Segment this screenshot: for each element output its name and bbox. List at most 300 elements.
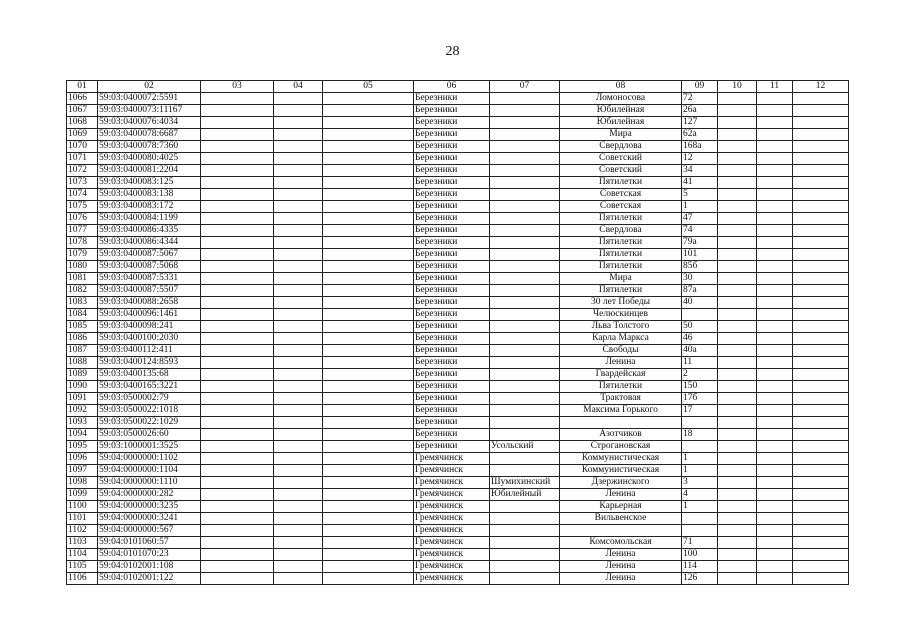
table-cell: Пятилетки — [560, 285, 682, 297]
table-cell — [201, 573, 274, 585]
table-cell — [757, 417, 793, 429]
table-cell — [274, 333, 323, 345]
table-cell — [201, 321, 274, 333]
table-cell — [201, 201, 274, 213]
table-row — [67, 93, 849, 105]
table-cell — [490, 273, 560, 285]
table-cell: Березники — [414, 141, 490, 153]
table-cell — [490, 453, 560, 465]
table-cell — [490, 321, 560, 333]
table-cell: 59:03:0400100:2030 — [98, 333, 201, 345]
table-cell: 1066 — [67, 93, 98, 105]
table-cell — [201, 405, 274, 417]
table-row — [67, 561, 849, 573]
table-cell — [323, 369, 414, 381]
table-cell: 1090 — [67, 381, 98, 393]
table-cell — [323, 105, 414, 117]
table-cell: Советский — [560, 153, 682, 165]
table-cell — [490, 429, 560, 441]
table-cell — [793, 129, 849, 141]
table-cell: 41 — [682, 177, 718, 189]
page-number: 28 — [445, 44, 460, 59]
table-cell — [490, 405, 560, 417]
table-cell: 59:03:0400083:172 — [98, 201, 201, 213]
table-cell — [757, 285, 793, 297]
table-cell: Березники — [414, 369, 490, 381]
table-cell — [490, 129, 560, 141]
table-cell — [793, 285, 849, 297]
table-cell — [793, 177, 849, 189]
table-cell — [274, 369, 323, 381]
column-header: 04 — [274, 81, 323, 93]
table-cell: Мира — [560, 273, 682, 285]
table-cell: Березники — [414, 441, 490, 453]
table-row — [67, 261, 849, 273]
table-cell — [490, 501, 560, 513]
table-cell — [793, 417, 849, 429]
table-cell — [793, 549, 849, 561]
table-cell — [793, 453, 849, 465]
table-cell — [718, 93, 757, 105]
table-cell — [718, 345, 757, 357]
table-cell — [793, 93, 849, 105]
table-cell — [718, 165, 757, 177]
table-cell — [201, 345, 274, 357]
table-row — [67, 465, 849, 477]
table-cell — [274, 573, 323, 585]
table-cell — [718, 573, 757, 585]
table-cell: 1080 — [67, 261, 98, 273]
table-cell: 59:03:0400072:5591 — [98, 93, 201, 105]
table-cell: 59:04:0000000:282 — [98, 489, 201, 501]
table-cell — [323, 429, 414, 441]
table-cell: Гремячинск — [414, 573, 490, 585]
table-cell: Челюскинцев — [560, 309, 682, 321]
table-cell — [757, 357, 793, 369]
table-cell: 1102 — [67, 525, 98, 537]
table-cell: Ленина — [560, 357, 682, 369]
table-cell — [274, 465, 323, 477]
table-cell: 1 — [682, 501, 718, 513]
table-cell — [793, 333, 849, 345]
table-cell — [793, 441, 849, 453]
table-cell — [718, 189, 757, 201]
table-cell — [201, 357, 274, 369]
table-cell — [201, 225, 274, 237]
table-cell: Березники — [414, 345, 490, 357]
column-header: 12 — [793, 81, 849, 93]
table-cell: Строгановская — [560, 441, 682, 453]
table-cell — [490, 417, 560, 429]
table-cell — [793, 381, 849, 393]
table-cell: 1094 — [67, 429, 98, 441]
table-cell: Пятилетки — [560, 213, 682, 225]
table-cell — [201, 141, 274, 153]
table-cell: 59:04:0000000:567 — [98, 525, 201, 537]
table-cell — [757, 369, 793, 381]
table-cell — [274, 141, 323, 153]
table-row — [67, 393, 849, 405]
table-cell — [201, 429, 274, 441]
table-cell — [274, 345, 323, 357]
table-cell — [274, 357, 323, 369]
table-cell: 114 — [682, 561, 718, 573]
table-cell: Гремячинск — [414, 513, 490, 525]
table-cell — [757, 513, 793, 525]
table-row — [67, 213, 849, 225]
table-cell: 1082 — [67, 285, 98, 297]
table-cell — [490, 93, 560, 105]
table-cell — [274, 285, 323, 297]
table-cell — [718, 357, 757, 369]
table-cell — [274, 561, 323, 573]
table-cell — [490, 357, 560, 369]
table-cell — [490, 261, 560, 273]
table-cell: 1072 — [67, 165, 98, 177]
table-cell: Березники — [414, 381, 490, 393]
table-cell — [718, 309, 757, 321]
column-header: 06 — [414, 81, 490, 93]
table-cell — [323, 321, 414, 333]
table-cell — [201, 165, 274, 177]
table-cell — [201, 381, 274, 393]
table-cell: Советский — [560, 165, 682, 177]
table-cell — [201, 489, 274, 501]
table-cell — [274, 525, 323, 537]
table-cell — [201, 153, 274, 165]
table-row — [67, 105, 849, 117]
table-cell: Березники — [414, 177, 490, 189]
table-row — [67, 237, 849, 249]
table-cell: 74 — [682, 225, 718, 237]
table-cell: 59:03:0400083:138 — [98, 189, 201, 201]
table-cell: Березники — [414, 165, 490, 177]
table-cell — [490, 249, 560, 261]
column-header: 09 — [682, 81, 718, 93]
table-cell: Карла Маркса — [560, 333, 682, 345]
table-row — [67, 297, 849, 309]
table-cell — [718, 237, 757, 249]
table-cell: Мира — [560, 129, 682, 141]
table-cell — [793, 249, 849, 261]
table-cell: 126 — [682, 573, 718, 585]
column-header: 08 — [560, 81, 682, 93]
table-cell — [718, 249, 757, 261]
table-cell: Березники — [414, 189, 490, 201]
table-cell: Ломоносова — [560, 93, 682, 105]
table-cell: Ленина — [560, 489, 682, 501]
table-cell — [323, 309, 414, 321]
table-cell — [757, 153, 793, 165]
table-cell — [323, 129, 414, 141]
table-cell — [323, 189, 414, 201]
table-cell: Березники — [414, 393, 490, 405]
table-cell: 101 — [682, 249, 718, 261]
table-cell — [274, 489, 323, 501]
table-row — [67, 525, 849, 537]
table-cell — [274, 153, 323, 165]
table-cell: 18 — [682, 429, 718, 441]
table-cell: 59:03:0400088:2658 — [98, 297, 201, 309]
table-cell — [274, 297, 323, 309]
table-cell — [490, 549, 560, 561]
table-cell: 1076 — [67, 213, 98, 225]
table-cell — [757, 297, 793, 309]
table-cell — [682, 417, 718, 429]
table-cell: 72 — [682, 93, 718, 105]
table-cell — [201, 549, 274, 561]
table-cell — [793, 537, 849, 549]
table-cell: Шумихинский — [490, 477, 560, 489]
table-cell: 34 — [682, 165, 718, 177]
table-cell: 150 — [682, 381, 718, 393]
table-cell — [490, 309, 560, 321]
table-cell — [757, 477, 793, 489]
table-cell: 59:03:0400080:4025 — [98, 153, 201, 165]
table-row — [67, 309, 849, 321]
table-cell: 1103 — [67, 537, 98, 549]
table-cell — [718, 201, 757, 213]
table-cell — [490, 201, 560, 213]
table-cell: 1069 — [67, 129, 98, 141]
table-cell: 59:03:0400083:125 — [98, 177, 201, 189]
table-cell — [682, 513, 718, 525]
table-row — [67, 405, 849, 417]
table-cell — [490, 393, 560, 405]
table-cell — [560, 525, 682, 537]
table-cell — [793, 297, 849, 309]
table-cell — [201, 513, 274, 525]
table-cell — [757, 393, 793, 405]
table-row — [67, 573, 849, 585]
table-cell: Юбилейный — [490, 489, 560, 501]
table-cell — [201, 465, 274, 477]
table-cell — [757, 117, 793, 129]
table-cell — [490, 153, 560, 165]
table-cell: Карьерная — [560, 501, 682, 513]
table-cell — [490, 333, 560, 345]
table-cell — [490, 345, 560, 357]
table-cell — [323, 525, 414, 537]
table-row — [67, 489, 849, 501]
table-cell: 3 — [682, 477, 718, 489]
table-cell — [201, 309, 274, 321]
table-cell — [323, 249, 414, 261]
table-cell — [718, 225, 757, 237]
table-cell — [323, 201, 414, 213]
table-cell: 1 — [682, 201, 718, 213]
table-row — [67, 357, 849, 369]
table-cell — [201, 297, 274, 309]
table-cell: Льва Толстого — [560, 321, 682, 333]
table-cell: 59:03:0400078:6687 — [98, 129, 201, 141]
table-cell — [323, 381, 414, 393]
table-cell: 1101 — [67, 513, 98, 525]
table-cell — [490, 285, 560, 297]
table-cell — [490, 561, 560, 573]
table-cell — [274, 225, 323, 237]
table-cell — [793, 345, 849, 357]
table-cell: Гремячинск — [414, 465, 490, 477]
table-cell: Комсомольская — [560, 537, 682, 549]
table-cell — [201, 105, 274, 117]
table-row — [67, 333, 849, 345]
table-cell — [201, 537, 274, 549]
table-cell: Пятилетки — [560, 261, 682, 273]
table-cell — [793, 489, 849, 501]
table-cell: Гремячинск — [414, 477, 490, 489]
table-cell — [490, 105, 560, 117]
table-cell — [718, 525, 757, 537]
table-cell: 47 — [682, 213, 718, 225]
table-cell: Юбилейная — [560, 117, 682, 129]
table-cell — [201, 561, 274, 573]
table-cell — [490, 213, 560, 225]
table-cell — [718, 213, 757, 225]
table-row — [67, 429, 849, 441]
table-cell — [274, 213, 323, 225]
column-header: 02 — [98, 81, 201, 93]
table-cell — [201, 117, 274, 129]
table-cell — [490, 513, 560, 525]
table-cell: Советская — [560, 189, 682, 201]
table-cell — [793, 225, 849, 237]
table-cell — [201, 93, 274, 105]
table-cell — [757, 309, 793, 321]
table-cell — [793, 525, 849, 537]
table-cell — [793, 369, 849, 381]
table-row — [67, 117, 849, 129]
table-cell: 71 — [682, 537, 718, 549]
table-row — [67, 501, 849, 513]
table-cell — [757, 465, 793, 477]
table-cell: Дзержинского — [560, 477, 682, 489]
table-cell: Гвардейская — [560, 369, 682, 381]
table-cell — [718, 441, 757, 453]
table-cell — [323, 333, 414, 345]
table-cell: 12 — [682, 153, 718, 165]
table-cell: Березники — [414, 333, 490, 345]
table-cell: Гремячинск — [414, 489, 490, 501]
table-cell: 59:03:0400086:4344 — [98, 237, 201, 249]
table-cell — [323, 165, 414, 177]
table-cell — [323, 405, 414, 417]
column-header: 10 — [718, 81, 757, 93]
table-cell — [323, 537, 414, 549]
table-cell — [793, 201, 849, 213]
table-cell: Советская — [560, 201, 682, 213]
table-cell: Юбилейная — [560, 105, 682, 117]
table-cell — [718, 333, 757, 345]
table-cell: Березники — [414, 273, 490, 285]
table-cell: 59:03:0400086:4335 — [98, 225, 201, 237]
table-cell: 1073 — [67, 177, 98, 189]
table-cell: Гремячинск — [414, 561, 490, 573]
table-cell: 2 — [682, 369, 718, 381]
table-cell — [793, 477, 849, 489]
table-cell: Березники — [414, 261, 490, 273]
table-cell: 1074 — [67, 189, 98, 201]
table-cell — [490, 177, 560, 189]
column-header: 01 — [67, 81, 98, 93]
table-cell: Ленина — [560, 549, 682, 561]
table-cell — [718, 105, 757, 117]
table-cell — [757, 237, 793, 249]
table-cell — [201, 213, 274, 225]
table-cell: 59:03:1000001:3525 — [98, 441, 201, 453]
table-cell: 59:03:0400087:5507 — [98, 285, 201, 297]
table-cell — [274, 309, 323, 321]
table-cell: 1095 — [67, 441, 98, 453]
table-cell — [323, 549, 414, 561]
table-cell: 59:03:0400165:3221 — [98, 381, 201, 393]
table-cell: 1083 — [67, 297, 98, 309]
table-cell — [757, 549, 793, 561]
table-cell — [323, 561, 414, 573]
table-cell — [490, 225, 560, 237]
table-cell: 1096 — [67, 453, 98, 465]
table-cell: 1105 — [67, 561, 98, 573]
table-cell — [274, 273, 323, 285]
table-cell — [793, 561, 849, 573]
table-cell — [757, 429, 793, 441]
table-cell: 1093 — [67, 417, 98, 429]
table-cell: 1092 — [67, 405, 98, 417]
table-cell — [757, 129, 793, 141]
table-cell — [757, 405, 793, 417]
table-cell: Березники — [414, 129, 490, 141]
table-cell: 87а — [682, 285, 718, 297]
table-cell: Вильвенское — [560, 513, 682, 525]
table-cell — [274, 513, 323, 525]
column-header: 11 — [757, 81, 793, 93]
table-cell — [274, 441, 323, 453]
table-cell — [718, 513, 757, 525]
table-cell — [757, 333, 793, 345]
table-cell — [201, 285, 274, 297]
table-cell — [274, 165, 323, 177]
table-cell — [793, 357, 849, 369]
table-cell — [323, 153, 414, 165]
table-cell — [323, 573, 414, 585]
table-cell: 59:04:0101070:23 — [98, 549, 201, 561]
table-cell: 59:03:0400073:11167 — [98, 105, 201, 117]
table-row — [67, 381, 849, 393]
table-cell — [323, 345, 414, 357]
table-cell — [274, 429, 323, 441]
table-cell: 59:04:0000000:3235 — [98, 501, 201, 513]
table-cell: 85б — [682, 261, 718, 273]
table-cell: 59:03:0400098:241 — [98, 321, 201, 333]
table-cell: Березники — [414, 321, 490, 333]
table-cell — [793, 501, 849, 513]
table-cell: 127 — [682, 117, 718, 129]
table-cell: Березники — [414, 285, 490, 297]
table-cell: 59:03:0400096:1461 — [98, 309, 201, 321]
table-cell: Пятилетки — [560, 177, 682, 189]
table-cell — [718, 465, 757, 477]
table-cell: 59:04:0102001:108 — [98, 561, 201, 573]
table-cell: Максима Горького — [560, 405, 682, 417]
table-cell — [201, 501, 274, 513]
table-cell — [274, 549, 323, 561]
table-cell — [201, 189, 274, 201]
table-cell — [757, 453, 793, 465]
table-cell — [323, 453, 414, 465]
table-cell: Пятилетки — [560, 237, 682, 249]
table-cell: Пятилетки — [560, 249, 682, 261]
table-row — [67, 321, 849, 333]
